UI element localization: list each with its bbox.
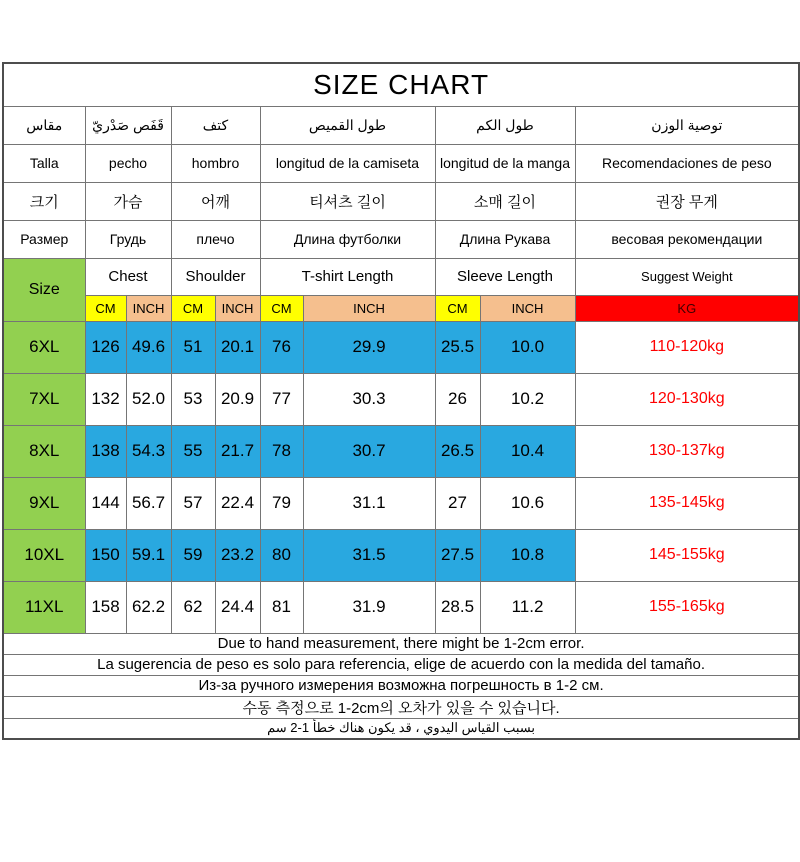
russian-shoulder-header: плечо (171, 220, 260, 258)
size-cell: 6XL (3, 321, 85, 373)
weight-cell: 130-137kg (575, 425, 799, 477)
data-row-8xl (3, 425, 799, 477)
tshirt-cm-cell: 78 (260, 425, 303, 477)
spanish-chest-header: pecho (85, 144, 171, 182)
tshirt-inch-cell: 31.1 (303, 477, 435, 529)
russian-chest-header: Грудь (85, 220, 171, 258)
korean-chest-header: 가슴 (85, 182, 171, 220)
chest-inch-unit: INCH (126, 295, 171, 321)
size-cell: 9XL (3, 477, 85, 529)
english-tshirt-header: T-shirt Length (260, 258, 435, 295)
header-row-korean (3, 182, 799, 220)
sleeve-inch-cell: 10.6 (480, 477, 575, 529)
korean-sleeve-header: 소매 길이 (435, 182, 575, 220)
data-row-7xl (3, 373, 799, 425)
shoulder-inch-unit: INCH (215, 295, 260, 321)
sleeve-inch-cell: 10.0 (480, 321, 575, 373)
sleeve-cm-cell: 27.5 (435, 529, 480, 581)
tshirt-cm-cell: 76 (260, 321, 303, 373)
note-english: Due to hand measurement, there might be 1-2cm error. (3, 633, 799, 654)
note-row-spanish (3, 654, 799, 675)
tshirt-cm-cell: 77 (260, 373, 303, 425)
data-row-11xl (3, 581, 799, 633)
size-chart-page (0, 62, 800, 862)
chest-cm-cell: 144 (85, 477, 126, 529)
page-title: SIZE CHART (3, 63, 799, 106)
chest-cm-cell: 158 (85, 581, 126, 633)
units-row (3, 295, 799, 321)
arabic-tshirt-header: طول القميص (260, 106, 435, 144)
shoulder-cm-unit: CM (171, 295, 215, 321)
note-row-russian (3, 675, 799, 696)
chest-inch-cell: 56.7 (126, 477, 171, 529)
chest-inch-cell: 49.6 (126, 321, 171, 373)
data-row-9xl (3, 477, 799, 529)
chest-cm-cell: 132 (85, 373, 126, 425)
shoulder-inch-cell: 23.2 (215, 529, 260, 581)
weight-cell: 135-145kg (575, 477, 799, 529)
weight-cell: 110-120kg (575, 321, 799, 373)
shoulder-inch-cell: 22.4 (215, 477, 260, 529)
shoulder-inch-cell: 20.9 (215, 373, 260, 425)
sleeve-cm-cell: 25.5 (435, 321, 480, 373)
sleeve-inch-cell: 11.2 (480, 581, 575, 633)
spanish-tshirt-header: longitud de la camiseta (260, 144, 435, 182)
chest-cm-cell: 150 (85, 529, 126, 581)
tshirt-inch-cell: 29.9 (303, 321, 435, 373)
shoulder-cm-cell: 53 (171, 373, 215, 425)
korean-weight-header: 권장 무게 (575, 182, 799, 220)
shoulder-inch-cell: 24.4 (215, 581, 260, 633)
arabic-shoulder-header: كتف (171, 106, 260, 144)
sleeve-inch-cell: 10.2 (480, 373, 575, 425)
header-row-russian (3, 220, 799, 258)
note-arabic: بسبب القياس اليدوي ، قد يكون هناك خطأ 1-2 سم (3, 718, 799, 739)
data-row-10xl (3, 529, 799, 581)
chest-cm-unit: CM (85, 295, 126, 321)
shoulder-cm-cell: 59 (171, 529, 215, 581)
size-cell: 10XL (3, 529, 85, 581)
note-row-english (3, 633, 799, 654)
spanish-sleeve-header: longitud de la manga (435, 144, 575, 182)
korean-tshirt-header: 티셔츠 길이 (260, 182, 435, 220)
arabic-sleeve-header: طول الكم (435, 106, 575, 144)
russian-sleeve-header: Длина Рукава (435, 220, 575, 258)
spanish-shoulder-header: hombro (171, 144, 260, 182)
sleeve-cm-cell: 26.5 (435, 425, 480, 477)
spanish-weight-header: Recomendaciones de peso (575, 144, 799, 182)
sleeve-inch-cell: 10.8 (480, 529, 575, 581)
header-row-english (3, 258, 799, 295)
russian-tshirt-header: Длина футболки (260, 220, 435, 258)
note-korean: 수동 측정으로 1-2cm의 오차가 있을 수 있습니다. (3, 696, 799, 718)
weight-cell: 145-155kg (575, 529, 799, 581)
note-spanish: La sugerencia de peso es solo para referencia, elige de acuerdo con la medida del tamaño. (3, 654, 799, 675)
korean-size-header: 크기 (3, 182, 85, 220)
sleeve-inch-cell: 10.4 (480, 425, 575, 477)
shoulder-cm-cell: 51 (171, 321, 215, 373)
tshirt-inch-cell: 30.7 (303, 425, 435, 477)
english-sleeve-header: Sleeve Length (435, 258, 575, 295)
note-row-arabic (3, 718, 799, 739)
size-cell: 11XL (3, 581, 85, 633)
tshirt-cm-unit: CM (260, 295, 303, 321)
shoulder-inch-cell: 20.1 (215, 321, 260, 373)
arabic-size-header: مقاس (3, 106, 85, 144)
sleeve-cm-cell: 27 (435, 477, 480, 529)
arabic-chest-header: قَفَص صَدْريّ (85, 106, 171, 144)
tshirt-cm-cell: 80 (260, 529, 303, 581)
chest-cm-cell: 126 (85, 321, 126, 373)
sleeve-cm-cell: 26 (435, 373, 480, 425)
sleeve-cm-unit: CM (435, 295, 480, 321)
size-cell: 7XL (3, 373, 85, 425)
weight-kg-unit: KG (575, 295, 799, 321)
tshirt-cm-cell: 81 (260, 581, 303, 633)
tshirt-cm-cell: 79 (260, 477, 303, 529)
shoulder-inch-cell: 21.7 (215, 425, 260, 477)
chest-inch-cell: 59.1 (126, 529, 171, 581)
weight-cell: 120-130kg (575, 373, 799, 425)
tshirt-inch-cell: 30.3 (303, 373, 435, 425)
korean-shoulder-header: 어깨 (171, 182, 260, 220)
title-row (3, 63, 799, 106)
chest-inch-cell: 62.2 (126, 581, 171, 633)
english-chest-header: Chest (85, 258, 171, 295)
russian-size-header: Размер (3, 220, 85, 258)
size-cell: 8XL (3, 425, 85, 477)
chest-inch-cell: 52.0 (126, 373, 171, 425)
shoulder-cm-cell: 55 (171, 425, 215, 477)
data-row-6xl (3, 321, 799, 373)
header-row-arabic (3, 106, 799, 144)
shoulder-cm-cell: 57 (171, 477, 215, 529)
sleeve-inch-unit: INCH (480, 295, 575, 321)
header-row-spanish (3, 144, 799, 182)
note-row-korean (3, 696, 799, 718)
size-chart-table (2, 62, 800, 740)
tshirt-inch-unit: INCH (303, 295, 435, 321)
chest-cm-cell: 138 (85, 425, 126, 477)
sleeve-cm-cell: 28.5 (435, 581, 480, 633)
russian-weight-header: весовая рекомендации (575, 220, 799, 258)
shoulder-cm-cell: 62 (171, 581, 215, 633)
english-weight-header: Suggest Weight (575, 258, 799, 295)
tshirt-inch-cell: 31.5 (303, 529, 435, 581)
weight-cell: 155-165kg (575, 581, 799, 633)
english-size-header: Size (3, 258, 85, 321)
note-russian: Из-за ручного измерения возможна погрешность в 1-2 см. (3, 675, 799, 696)
tshirt-inch-cell: 31.9 (303, 581, 435, 633)
english-shoulder-header: Shoulder (171, 258, 260, 295)
chest-inch-cell: 54.3 (126, 425, 171, 477)
arabic-weight-header: توصية الوزن (575, 106, 799, 144)
spanish-size-header: Talla (3, 144, 85, 182)
